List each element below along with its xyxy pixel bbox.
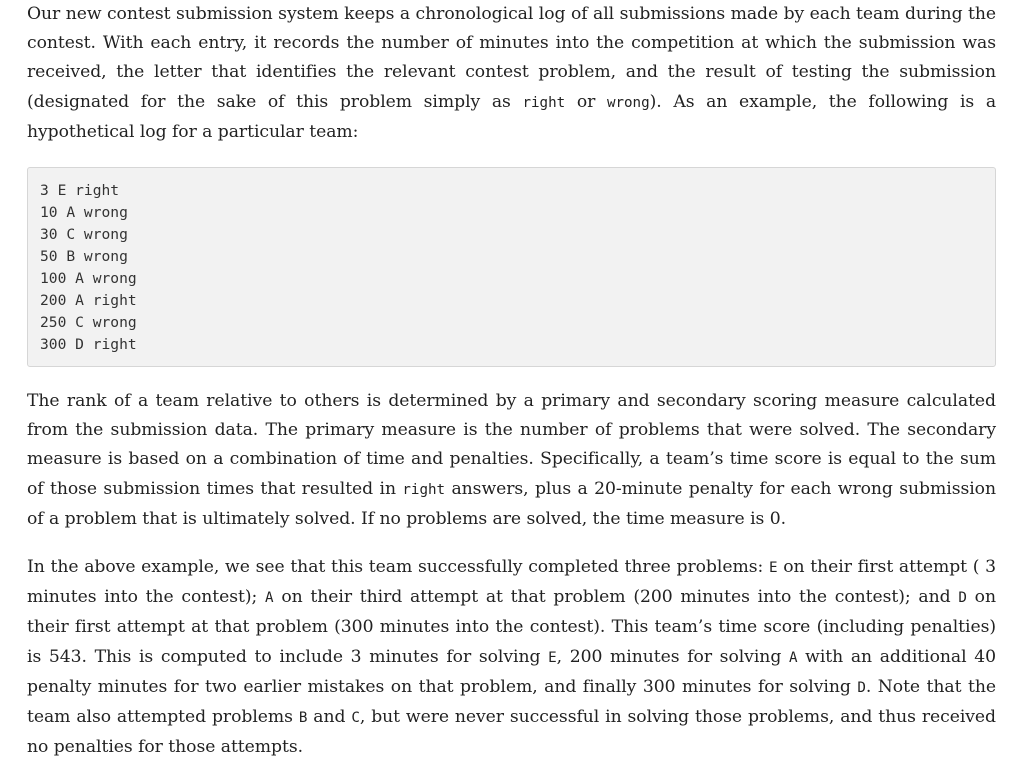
code-c: C <box>351 710 360 727</box>
code-d: D <box>958 590 967 607</box>
code-e: E <box>768 560 778 577</box>
example-text: , but were never successful in solving those problems, and thus received no penalties for those attempts. <box>27 707 996 758</box>
log-line: 100 A wrong <box>40 270 137 288</box>
log-line: 50 B wrong <box>40 248 128 266</box>
ranking-paragraph <box>27 387 996 534</box>
log-line: 250 C wrong <box>40 314 137 332</box>
example-text: . Note that the team also attempted problems <box>27 676 996 728</box>
example-text: on their third attempt at that problem (200 minutes into the contest); and <box>273 587 959 608</box>
ranking-text-2: answers, plus a 20-minute penalty for each wrong submission of a problem that is ultimately solved. If no problems are solved, the time measure is 0. <box>27 478 996 529</box>
code-right: right <box>522 94 566 111</box>
code-e: E <box>548 649 557 666</box>
intro-text-1: Our new contest submission system keeps a chronological log of all submissions made by each team during the contest. With each entry, it records the number of minutes into the competition at which the submission was received, the letter that identifies the relevant contest problem, and the result of testing the submission (designated for the sake of this problem simply as <box>27 4 996 112</box>
example-text: and <box>307 707 352 728</box>
ranking-text-1: The rank of a team relative to others is determined by a primary and secondary scoring measure calculated from the submission data. The primary measure is the number of problems that were solved. The secondary measure is based on a combination of time and penalties. Specifically, a team’s time score is equal to the sum of those submission times that resulted in <box>27 391 996 499</box>
example-text: In the above example, we see that this team successfully completed three problems: <box>27 557 769 578</box>
code-wrong: wrong <box>606 94 650 111</box>
example-paragraph <box>27 553 996 762</box>
log-line: 300 D right <box>40 336 137 354</box>
code-a: A <box>265 590 274 607</box>
log-line: 200 A right <box>40 292 137 310</box>
example-text: on their first attempt at that problem (300 minutes into the contest). This team’s time score (including penalties) is 543. This is computed to include 3 minutes for solving <box>27 587 996 667</box>
log-line: 30 C wrong <box>40 226 128 244</box>
intro-text-2: or <box>565 91 607 112</box>
intro-text-3: ). As an example, the following is a hypothetical log for a particular team: <box>27 91 997 142</box>
log-line: 10 A wrong <box>40 204 128 222</box>
example-text: on their first attempt ( 3 minutes into the contest); <box>27 557 997 608</box>
problem-statement <box>27 0 996 762</box>
intro-paragraph <box>27 0 996 147</box>
example-text: , 200 minutes for solving <box>556 646 789 667</box>
code-b: B <box>298 710 308 727</box>
log-line: 3 E right <box>40 182 120 200</box>
example-text: with an additional 40 penalty minutes for two earlier mistakes on that problem, and finally 300 minutes for solving <box>27 646 996 697</box>
code-d: D <box>857 679 866 696</box>
code-a: A <box>788 649 798 666</box>
code-right: right <box>402 481 446 498</box>
sample-log-block <box>27 167 996 367</box>
